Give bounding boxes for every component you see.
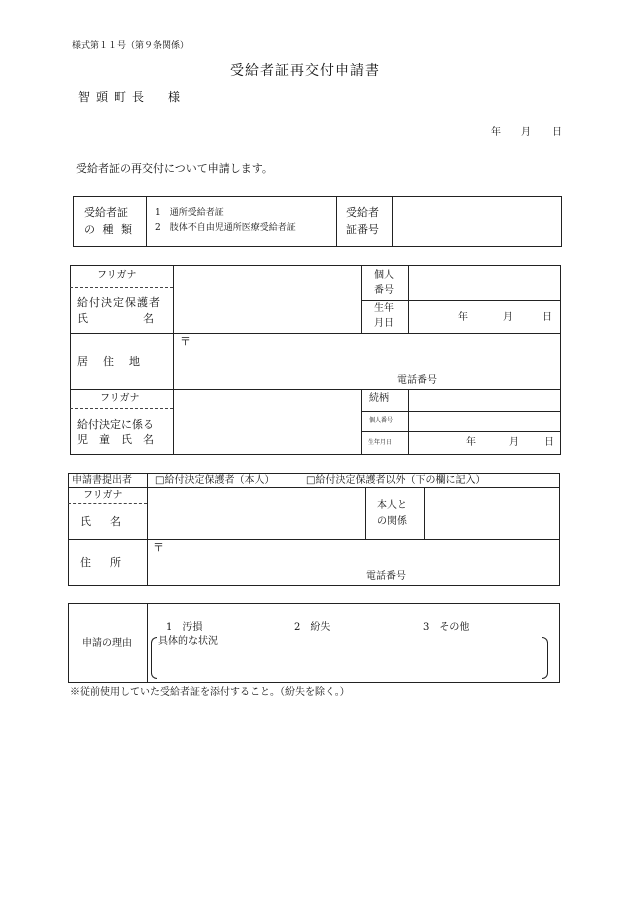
birth-label-line1: 生年	[374, 303, 394, 314]
postal-mark: 〒	[180, 335, 191, 348]
intro-text: 受給者証の再交付について申請します。	[76, 162, 273, 175]
relation-label: 続柄	[369, 393, 389, 404]
birth-label-line2: 月日	[374, 318, 394, 329]
applicant-furigana-label: フリガナ	[83, 490, 123, 501]
date-month-label: 月	[521, 127, 531, 138]
guardian-name-field[interactable]	[174, 266, 360, 332]
divider	[146, 196, 147, 247]
page-title: 受給者証再交付申請書	[230, 63, 380, 79]
footnote: ※従前使用していた受給者証を添付すること。（紛失を除く。）	[70, 687, 350, 698]
submitter-label: 申請書提出者	[72, 475, 132, 486]
detail-label: 具体的な状況	[158, 636, 218, 647]
child-personal-number-label: 個人番号	[369, 417, 394, 424]
dashed-divider	[70, 408, 173, 409]
submitter-option-other[interactable]: □給付決定保護者以外（下の欄に記入）	[306, 475, 486, 486]
guardian-birth-field[interactable]	[409, 301, 560, 332]
child-name-label-line2: 児 童 氏 名	[77, 433, 154, 446]
personal-number-label-line1: 個人	[374, 270, 394, 281]
divider	[147, 603, 148, 683]
dashed-divider	[70, 287, 173, 288]
child-personal-number-field[interactable]	[409, 412, 560, 430]
reason-detail-field[interactable]	[158, 650, 540, 678]
relation-field[interactable]	[409, 390, 560, 410]
guardian-name-label-line1: 給付決定保護者	[77, 296, 161, 309]
child-name-label-line1: 給付決定に係る	[77, 418, 154, 431]
child-birth-month: 月	[509, 437, 519, 448]
applicant-name-label: 氏 名	[80, 515, 125, 528]
reason-option-other[interactable]: 3 その他	[423, 622, 470, 633]
applicant-postal-mark: 〒	[153, 541, 164, 554]
child-birth-field[interactable]	[409, 432, 560, 454]
reason-option-lost[interactable]: 2 紛失	[294, 622, 331, 633]
applicant-relation-label-line2: の関係	[377, 516, 407, 527]
applicant-phone-label: 電話番号	[366, 571, 406, 582]
child-birth-year: 年	[466, 437, 476, 448]
guardian-birth-day: 日	[542, 312, 552, 323]
divider	[336, 196, 337, 247]
residence-field[interactable]	[174, 334, 560, 388]
type-option-commuting[interactable]: 1 通所受給者証	[155, 208, 224, 218]
guardian-name-label-line2: 氏 名	[77, 312, 154, 325]
guardian-personal-number-field[interactable]	[409, 266, 560, 299]
type-label-line1: 受給者証	[84, 206, 128, 219]
divider	[361, 389, 362, 455]
certificate-number-label-line2: 証番号	[346, 223, 379, 236]
type-option-medical[interactable]: 2 肢体不自由児通所医療受給者証	[155, 223, 296, 233]
residence-phone-label: 電話番号	[397, 375, 437, 386]
personal-number-label-line2: 番号	[374, 285, 394, 296]
certificate-number-field[interactable]	[393, 197, 561, 246]
certificate-number-label-line1: 受給者	[346, 206, 379, 219]
type-label-line2: の 種 類	[84, 223, 134, 236]
guardian-furigana-label: フリガナ	[97, 270, 137, 281]
child-name-field[interactable]	[174, 390, 360, 454]
child-furigana-label: フリガナ	[100, 393, 140, 404]
applicant-relation-label-line1: 本人と	[377, 500, 407, 511]
child-birth-day: 日	[544, 437, 554, 448]
reason-option-soiled[interactable]: 1 汚損	[166, 622, 203, 633]
applicant-relation-field[interactable]	[425, 488, 559, 538]
addressee: 智頭町長 様	[78, 90, 187, 104]
guardian-birth-year: 年	[458, 312, 468, 323]
detail-bracket-left	[151, 637, 157, 679]
applicant-address-field[interactable]	[148, 540, 559, 585]
reason-label: 申請の理由	[82, 638, 132, 649]
divider	[361, 265, 362, 333]
date-day-label: 日	[552, 127, 562, 138]
child-birth-label: 生年月日	[368, 439, 393, 446]
submitter-option-self[interactable]: □給付決定保護者（本人）	[155, 475, 275, 486]
divider	[365, 487, 366, 539]
form-number: 様式第１１号（第９条関係）	[72, 41, 190, 51]
applicant-name-field[interactable]	[148, 488, 364, 538]
residence-label: 居 住 地	[77, 355, 142, 368]
applicant-address-label: 住 所	[80, 556, 125, 569]
dashed-divider	[68, 503, 147, 504]
detail-bracket-right	[542, 637, 548, 679]
guardian-birth-month: 月	[503, 312, 513, 323]
date-year-label: 年	[491, 127, 501, 138]
